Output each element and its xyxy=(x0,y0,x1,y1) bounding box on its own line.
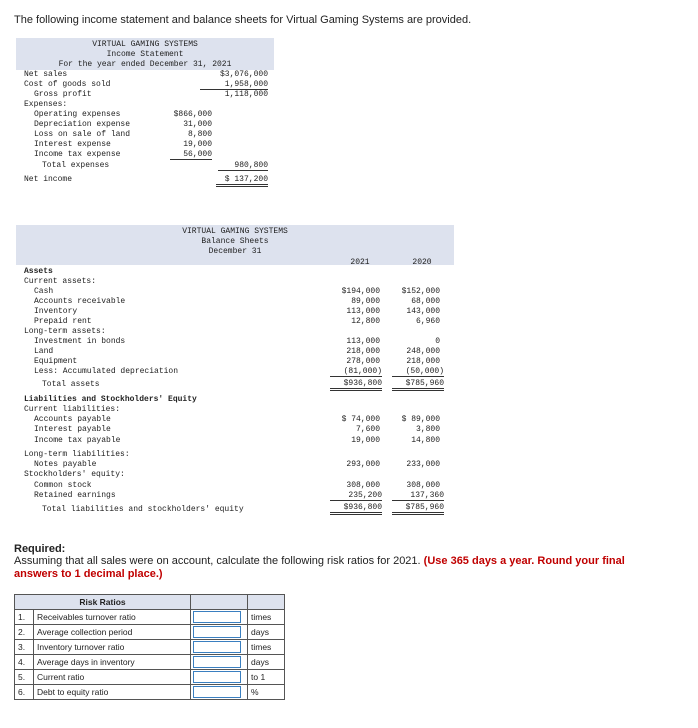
bs-lt-liab-label: Long-term liabilities: xyxy=(24,450,130,459)
answer-cell xyxy=(191,625,248,640)
table-row xyxy=(15,670,285,685)
bs-bonds-2021: 113,000 xyxy=(346,337,380,346)
table-row xyxy=(15,640,285,655)
bs-interest-payable-2020: 3,800 xyxy=(415,425,440,434)
receivables-turnover-input[interactable] xyxy=(193,611,241,623)
bs-accum-2021: (81,000) xyxy=(330,367,382,377)
bs-total-assets-2020: $785,960 xyxy=(392,379,444,391)
is-total-expenses: 980,800 xyxy=(218,161,268,171)
bs-land-2020: 248,000 xyxy=(406,347,440,356)
row-unit: to 1 xyxy=(248,670,285,685)
is-expense-label: Operating expenses xyxy=(34,110,121,119)
answer-cell xyxy=(191,670,248,685)
is-gross-profit: 1,118,000 xyxy=(224,90,268,99)
bs-notes-2020: 233,000 xyxy=(406,460,440,469)
table-row xyxy=(15,610,285,625)
bs-ap-2021: $ 74,000 xyxy=(341,415,380,424)
bs-year-2020: 2020 xyxy=(412,258,432,267)
table-row xyxy=(15,625,285,640)
bs-cash-2020: $152,000 xyxy=(401,287,440,296)
bs-date: December 31 xyxy=(208,247,262,256)
is-gross-profit-label: Gross profit xyxy=(34,90,92,99)
bs-common-2020: 308,000 xyxy=(406,481,440,490)
row-unit: days xyxy=(248,655,285,670)
answer-cell xyxy=(191,640,248,655)
bs-inventory-2021: 113,000 xyxy=(346,307,380,316)
answer-cell xyxy=(191,655,248,670)
current-ratio-input[interactable] xyxy=(193,671,241,683)
is-expense-value: $866,000 xyxy=(173,110,212,119)
bs-company: VIRTUAL GAMING SYSTEMS xyxy=(182,227,288,236)
bs-bonds-2020: 0 xyxy=(435,337,440,346)
bs-current-assets-label: Current assets: xyxy=(24,277,97,286)
bs-accum-label: Less: Accumulated depreciation xyxy=(34,367,179,376)
bs-lt-assets-label: Long-term assets: xyxy=(24,327,106,336)
row-label: Debt to equity ratio xyxy=(34,685,191,700)
bs-ap-2020: $ 89,000 xyxy=(401,415,440,424)
bs-title: Balance Sheets xyxy=(201,237,269,246)
bs-retained-2021: 235,200 xyxy=(330,491,382,501)
is-expenses-label: Expenses: xyxy=(24,100,68,109)
answer-cell xyxy=(191,610,248,625)
bs-liab-equity-label: Liabilities and Stockholders' Equity xyxy=(24,395,197,404)
inventory-turnover-input[interactable] xyxy=(193,641,241,653)
row-number: 3. xyxy=(15,640,34,655)
days-in-inventory-input[interactable] xyxy=(193,656,241,668)
bs-interest-payable-label: Interest payable xyxy=(34,425,111,434)
bs-tax-payable-label: Income tax payable xyxy=(34,436,121,445)
required-text xyxy=(14,555,654,581)
row-unit: days xyxy=(248,625,285,640)
bs-bonds-label: Investment in bonds xyxy=(34,337,126,346)
bs-common-label: Common stock xyxy=(34,481,92,490)
row-label: Inventory turnover ratio xyxy=(34,640,191,655)
is-net-sales: $3,076,000 xyxy=(219,70,268,79)
bs-ar-label: Accounts receivable xyxy=(34,297,126,306)
is-expense-label: Interest expense xyxy=(34,140,111,149)
row-label: Current ratio xyxy=(34,670,191,685)
collection-period-input[interactable] xyxy=(193,626,241,638)
required-title: Required: xyxy=(14,543,66,555)
bs-year-2021: 2021 xyxy=(350,258,370,267)
is-net-sales-label: Net sales xyxy=(24,70,68,79)
bs-total-assets-label: Total assets xyxy=(42,380,100,389)
bs-cash-2021: $194,000 xyxy=(341,287,380,296)
row-number: 5. xyxy=(15,670,34,685)
header-blank xyxy=(191,595,248,610)
bs-total-le-2020: $785,960 xyxy=(392,503,444,515)
bs-interest-payable-2021: 7,600 xyxy=(355,425,380,434)
row-number: 4. xyxy=(15,655,34,670)
bs-common-2021: 308,000 xyxy=(346,481,380,490)
bs-current-liab-label: Current liabilities: xyxy=(24,405,121,414)
is-cogs: 1,958,000 xyxy=(200,80,268,90)
bs-total-assets-2021: $936,800 xyxy=(330,379,382,391)
risk-ratios-header: Risk Ratios xyxy=(15,595,191,610)
bs-ar-2020: 68,000 xyxy=(411,297,440,306)
is-expense-label: Loss on sale of land xyxy=(34,130,131,139)
row-label: Average collection period xyxy=(34,625,191,640)
is-expense-value: 56,000 xyxy=(170,150,212,160)
table-row xyxy=(15,685,285,700)
bs-notes-2021: 293,000 xyxy=(346,460,380,469)
is-expense-value: 8,800 xyxy=(187,130,212,139)
header-blank xyxy=(248,595,285,610)
table-row xyxy=(15,655,285,670)
bs-total-le-label: Total liabilities and stockholders' equity xyxy=(42,505,244,514)
intro-text: The following income statement and balance sheets for Virtual Gaming Systems are provided. xyxy=(14,14,472,26)
row-unit: times xyxy=(248,640,285,655)
bs-prepaid-2020: 6,960 xyxy=(415,317,440,326)
bs-cash-label: Cash xyxy=(34,287,54,296)
debt-to-equity-input[interactable] xyxy=(193,686,241,698)
required-emphasis: (Use 365 days a year. Round your final answers to 1 decimal place.) xyxy=(14,555,625,580)
bs-ar-2021: 89,000 xyxy=(351,297,380,306)
row-unit: times xyxy=(248,610,285,625)
is-net-income: $ 137,200 xyxy=(216,175,268,187)
is-expense-value: 31,000 xyxy=(183,120,212,129)
bs-total-le-2021: $936,800 xyxy=(330,503,382,515)
is-net-income-label: Net income xyxy=(24,175,73,184)
bs-equipment-2020: 218,000 xyxy=(406,357,440,366)
bs-prepaid-2021: 12,800 xyxy=(351,317,380,326)
row-label: Average days in inventory xyxy=(34,655,191,670)
is-title: Income Statement xyxy=(106,50,184,59)
is-period: For the year ended December 31, 2021 xyxy=(58,60,232,69)
row-unit: % xyxy=(248,685,285,700)
is-company: VIRTUAL GAMING SYSTEMS xyxy=(92,40,198,49)
row-number: 1. xyxy=(15,610,34,625)
row-number: 6. xyxy=(15,685,34,700)
risk-ratios-table xyxy=(14,594,285,700)
bs-prepaid-label: Prepaid rent xyxy=(34,317,92,326)
bs-notes-label: Notes payable xyxy=(34,460,97,469)
bs-inventory-2020: 143,000 xyxy=(406,307,440,316)
bs-equipment-label: Equipment xyxy=(34,357,78,366)
bs-tax-payable-2021: 19,000 xyxy=(351,436,380,445)
is-expense-value: 19,000 xyxy=(183,140,212,149)
bs-retained-label: Retained earnings xyxy=(34,491,116,500)
bs-accum-2020: (50,000) xyxy=(392,367,444,377)
bs-retained-2020: 137,360 xyxy=(392,491,444,501)
bs-se-label: Stockholders' equity: xyxy=(24,470,125,479)
row-number: 2. xyxy=(15,625,34,640)
bs-tax-payable-2020: 14,800 xyxy=(411,436,440,445)
required-instructions: Assuming that all sales were on account, calculate the following risk ratios for 2021. xyxy=(14,555,421,567)
bs-inventory-label: Inventory xyxy=(34,307,78,316)
is-cogs-label: Cost of goods sold xyxy=(24,80,111,89)
row-label: Receivables turnover ratio xyxy=(34,610,191,625)
answer-cell xyxy=(191,685,248,700)
is-expense-label: Depreciation expense xyxy=(34,120,131,129)
bs-ap-label: Accounts payable xyxy=(34,415,111,424)
bs-assets-label: Assets xyxy=(24,267,53,276)
bs-equipment-2021: 278,000 xyxy=(346,357,380,366)
is-total-expenses-label: Total expenses xyxy=(42,161,110,170)
bs-land-label: Land xyxy=(34,347,54,356)
bs-land-2021: 218,000 xyxy=(346,347,380,356)
is-expense-label: Income tax expense xyxy=(34,150,121,159)
